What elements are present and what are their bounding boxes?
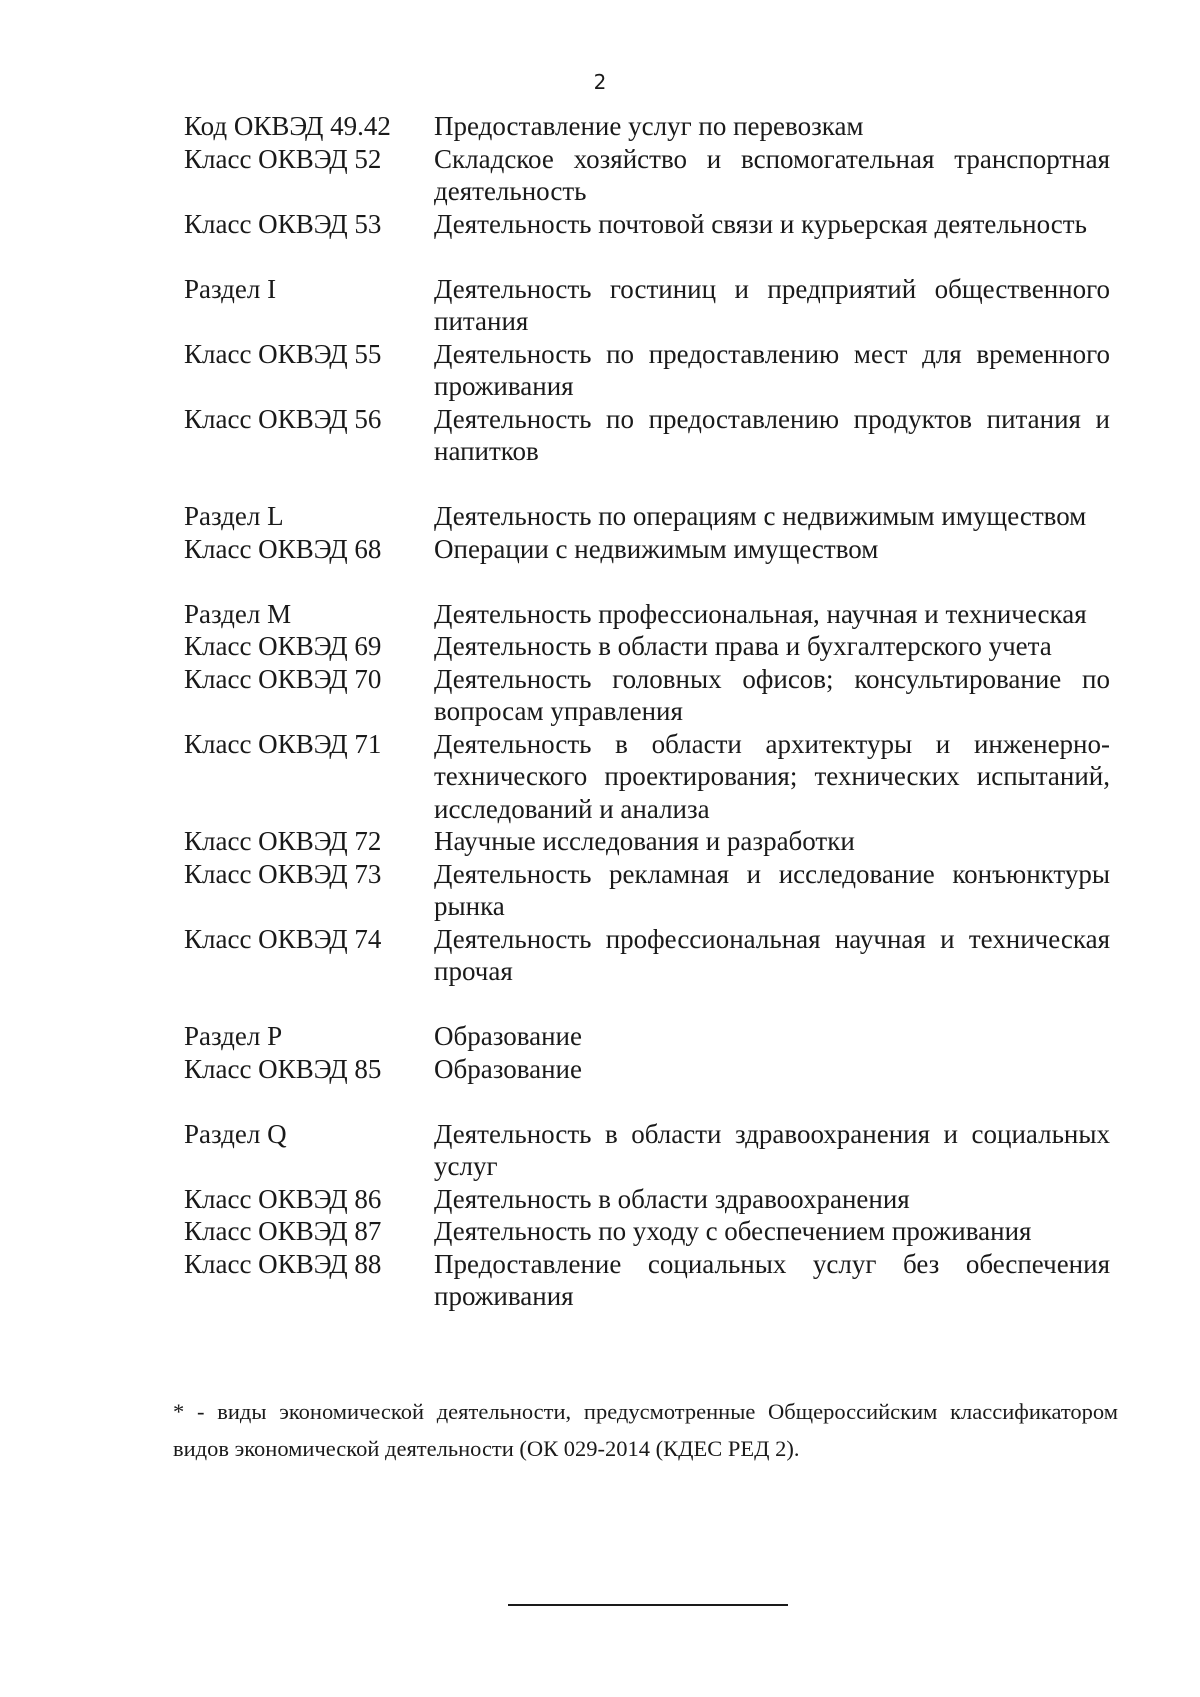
okved-description: Деятельность по предоставлению продуктов питания и напитков <box>434 403 1110 466</box>
section-description: Деятельность гостиниц и предприятий общественного питания <box>434 273 1110 336</box>
okved-code: Класс ОКВЭД 71 <box>184 728 382 759</box>
okved-code: Класс ОКВЭД 55 <box>184 338 382 369</box>
list-item <box>184 1248 1110 1313</box>
okved-description: Образование <box>434 1053 582 1084</box>
list-item <box>184 1183 1110 1216</box>
okved-code: Класс ОКВЭД 52 <box>184 143 382 174</box>
section-code: Раздел L <box>184 501 284 531</box>
list-item <box>184 630 1110 663</box>
okved-description: Научные исследования и разработки <box>434 826 855 856</box>
list-item <box>184 923 1110 988</box>
okved-code: Класс ОКВЭД 87 <box>184 1216 382 1246</box>
section-heading <box>184 500 1110 533</box>
okved-description: Деятельность по предоставлению мест для временного проживания <box>434 338 1110 401</box>
section-heading <box>184 1118 1110 1183</box>
section-spacer <box>184 565 1110 598</box>
section-description: Деятельность в области здравоохранения и социальных услуг <box>434 1118 1110 1181</box>
list-item <box>184 338 1110 403</box>
list-item <box>184 728 1110 826</box>
okved-description: Деятельность рекламная и исследование конъюнктуры рынка <box>434 858 1110 921</box>
okved-description: Предоставление услуг по перевозкам <box>434 111 864 141</box>
okved-list <box>184 110 1110 1313</box>
okved-code: Класс ОКВЭД 74 <box>184 923 382 954</box>
list-item <box>184 825 1110 858</box>
section-spacer <box>184 1085 1110 1118</box>
list-item <box>184 1215 1110 1248</box>
okved-code: Класс ОКВЭД 69 <box>184 631 382 661</box>
section-heading <box>184 273 1110 338</box>
list-item <box>184 663 1110 728</box>
list-item <box>184 858 1110 923</box>
section-code: Раздел M <box>184 598 292 629</box>
okved-description: Деятельность профессиональная научная и техническая прочая <box>434 923 1110 986</box>
section-code: Раздел P <box>184 1021 283 1051</box>
okved-code: Класс ОКВЭД 72 <box>184 826 382 856</box>
footnote: * - виды экономической деятельности, предусмотренные Общероссийским классификатором видов экономической деятельности (ОК 029-2014 (КДЕС РЕД 2). <box>173 1399 1118 1461</box>
okved-code: Класс ОКВЭД 53 <box>184 208 382 239</box>
okved-description: Складское хозяйство и вспомогательная транспортная деятельность <box>434 143 1110 206</box>
okved-code: Класс ОКВЭД 56 <box>184 403 382 434</box>
section-description: Образование <box>434 1021 582 1051</box>
section-code: Раздел I <box>184 273 277 304</box>
section-spacer <box>184 468 1110 501</box>
okved-code: Класс ОКВЭД 70 <box>184 663 382 694</box>
section-description: Деятельность профессиональная, научная и техническая <box>434 598 1087 629</box>
list-item <box>184 143 1110 208</box>
section-spacer <box>184 988 1110 1021</box>
list-item <box>184 110 1110 143</box>
okved-code: Код ОКВЭД 49.42 <box>184 111 391 141</box>
okved-description: Деятельность по уходу с обеспечением проживания <box>434 1216 1032 1246</box>
okved-code: Класс ОКВЭД 73 <box>184 858 382 889</box>
okved-description: Деятельность в области здравоохранения <box>434 1183 910 1214</box>
okved-code: Класс ОКВЭД 86 <box>184 1183 382 1214</box>
okved-code: Класс ОКВЭД 88 <box>184 1248 382 1279</box>
list-item <box>184 403 1110 468</box>
okved-code: Класс ОКВЭД 85 <box>184 1053 382 1084</box>
okved-description: Предоставление социальных услуг без обеспечения проживания <box>434 1248 1110 1311</box>
section-spacer <box>184 240 1110 273</box>
okved-code: Класс ОКВЭД 68 <box>184 533 382 564</box>
section-heading <box>184 598 1110 631</box>
footer-divider <box>508 1604 788 1606</box>
okved-description: Деятельность в области архитектуры и инженерно-технического проектирования; технических испытаний, исследований и анализа <box>434 728 1110 824</box>
section-description: Деятельность по операциям с недвижимым имуществом <box>434 501 1087 531</box>
section-code: Раздел Q <box>184 1118 287 1149</box>
page-number: 2 <box>593 70 607 94</box>
okved-description: Деятельность в области права и бухгалтерского учета <box>434 631 1052 661</box>
list-item <box>184 208 1110 241</box>
list-item <box>184 533 1110 566</box>
okved-description: Деятельность головных офисов; консультирование по вопросам управления <box>434 663 1110 726</box>
okved-description: Деятельность почтовой связи и курьерская деятельность <box>434 208 1087 239</box>
okved-description: Операции с недвижимым имуществом <box>434 533 879 564</box>
list-item <box>184 1053 1110 1086</box>
section-heading <box>184 1020 1110 1053</box>
